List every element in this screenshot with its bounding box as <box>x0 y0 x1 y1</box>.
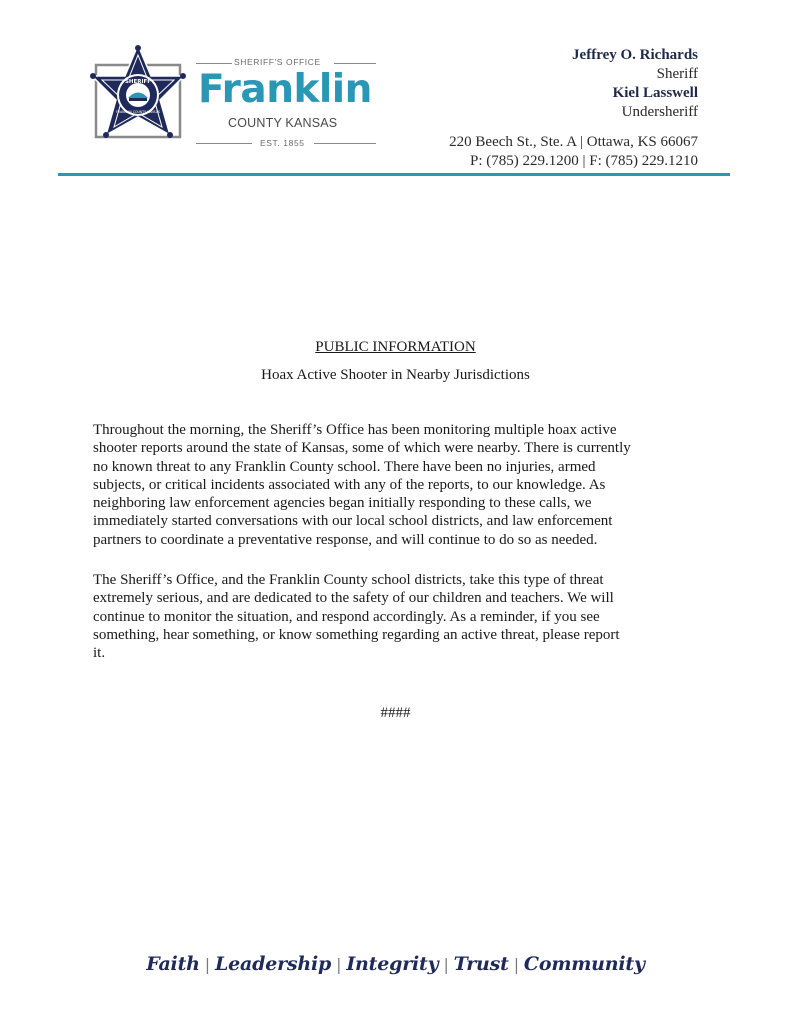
rule-right-top <box>334 63 376 64</box>
sheriff-star-logo <box>90 43 186 158</box>
phone-fax: P: (785) 229.1200 | F: (785) 229.1210 <box>469 153 698 169</box>
motto-faith: Faith <box>146 953 200 975</box>
rule-left-bottom <box>196 143 252 144</box>
undersheriff-title: Undersheriff <box>621 104 698 120</box>
motto-leadership: Leadership <box>214 953 332 975</box>
end-mark: #### <box>380 705 411 721</box>
office-address: 220 Beech St., Ste. A | Ottawa, KS 66067 <box>449 134 698 150</box>
footer-motto <box>0 953 791 975</box>
paragraph-line: neighboring law enforcement agencies began initially responding to these calls, we <box>93 495 592 512</box>
document-heading: PUBLIC INFORMATION <box>315 339 476 355</box>
rule-right-bottom <box>314 143 376 144</box>
undersheriff-name: Kiel Lasswell <box>612 85 698 101</box>
motto-separator: | <box>336 955 342 974</box>
contact-block <box>449 133 698 171</box>
paragraph-2 <box>93 571 705 662</box>
header-divider <box>58 173 730 176</box>
rule-left-top <box>196 63 232 64</box>
paragraph-line: Throughout the morning, the Sheriff’s Office has been monitoring multiple hoax active <box>93 422 617 438</box>
established-label: EST. 1855 <box>260 138 305 148</box>
officials-block <box>572 46 698 122</box>
office-label: SHERIFF'S OFFICE <box>234 57 321 67</box>
paragraph-line: extremely serious, and are dedicated to the safety of our children and teachers. We will <box>93 590 614 607</box>
motto-separator: | <box>513 955 519 974</box>
sheriff-name: Jeffrey O. Richards <box>572 47 698 63</box>
motto-separator: | <box>443 955 449 974</box>
motto-community: Community <box>523 953 645 975</box>
sheriff-title: Sheriff <box>656 66 698 82</box>
motto-integrity: Integrity <box>346 953 439 975</box>
document-subheading: Hoax Active Shooter in Nearby Jurisdictions <box>261 367 530 383</box>
paragraph-line: it. <box>93 645 106 662</box>
motto-separator: | <box>204 955 210 974</box>
paragraph-line: partners to coordinate a preventative response, and will continue to do so as needed. <box>93 531 598 548</box>
motto-trust: Trust <box>453 953 509 975</box>
paragraph-1 <box>93 421 705 549</box>
badge-text: SHERIFF <box>124 79 152 85</box>
agency-name: Franklin <box>198 67 372 112</box>
paragraph-line: The Sheriff’s Office, and the Franklin County school districts, take this type of threat <box>93 572 604 588</box>
paragraph-line: something, hear something, or know something regarding an active threat, please report <box>93 626 620 643</box>
paragraph-line: shooter reports around the state of Kansas, some of which were nearby. There is currently <box>93 440 631 457</box>
paragraph-line: subjects, or critical incidents associated with any of the reports, to our knowledge. As <box>93 476 606 493</box>
agency-subtitle: COUNTY KANSAS <box>228 116 338 130</box>
paragraph-line: no known threat to any Franklin County school. There have been no injuries, armed <box>93 458 596 475</box>
paragraph-line: continue to monitor the situation, and respond accordingly. As a reminder, if you see <box>93 608 600 625</box>
badge-lower-text: FRANKLIN COUNTY KANSAS <box>116 110 160 114</box>
paragraph-line: immediately started conversations with our local school districts, and law enforcement <box>93 513 613 530</box>
